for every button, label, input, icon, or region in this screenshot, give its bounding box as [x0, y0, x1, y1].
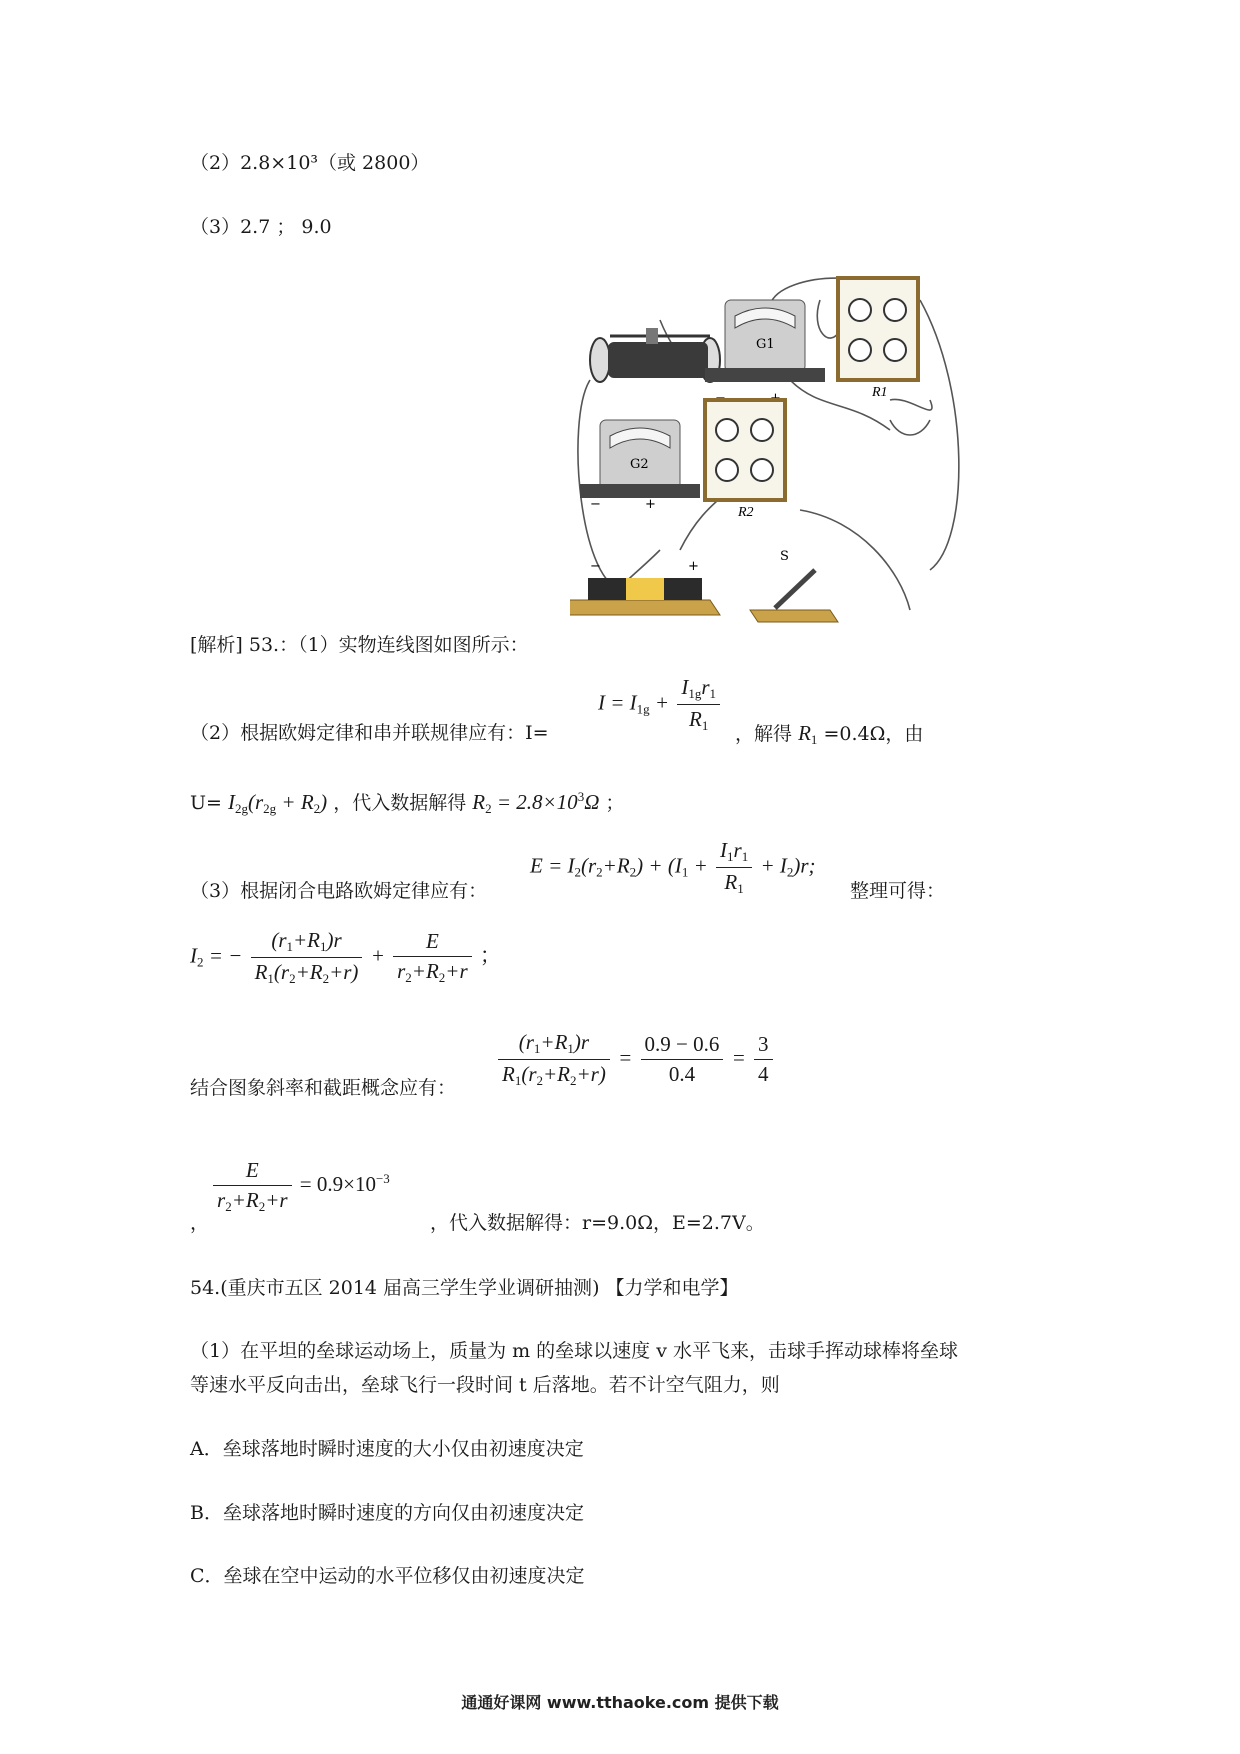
answer-2: （2）2.8×10³（或 2800）: [190, 152, 430, 174]
p3-prefix: U=: [190, 792, 222, 814]
battery-holder: [570, 559, 720, 615]
switch: [750, 549, 838, 622]
analysis-p7-prefix: ，: [190, 1212, 210, 1234]
analysis-p3: [190, 784, 624, 822]
question-stem-2: 等速水平反向击出，垒球飞行一段时间 t 后落地。若不计空气阻力，则: [190, 1374, 780, 1396]
option-b: B．垒球落地时瞬时速度的方向仅由初速度决定: [190, 1502, 584, 1524]
r1-symbol: $R_1$: [798, 721, 818, 747]
analysis-p2-tail: [735, 720, 923, 753]
eq-slope: $\frac{(r_1+R_1)r}{R_1(r_2+R_2+r)}$ = $\frac{0.9 - 0.6}{0.4}$ = $\frac{3}{4}$: [495, 1030, 776, 1089]
analysis-p7: ，代入数据解得：r=9.0Ω，E=2.7V。: [430, 1212, 765, 1234]
p3-mid: ，代入数据解得: [333, 792, 467, 814]
analysis-p1: [解析] 53.：（1）实物连线图如图所示：: [190, 634, 529, 656]
footer-watermark: 通通好课网 www.tthaoke.com 提供下载: [461, 1693, 779, 1712]
option-a: A．垒球落地时瞬时速度的大小仅由初速度决定: [190, 1438, 584, 1460]
analysis-p4: [190, 878, 487, 904]
p2-suffix: =0.4Ω，由: [823, 723, 924, 745]
r2-label: R2: [738, 505, 754, 520]
eq-voltage-u: $I_{2g}(r_{2g} + R_2)$: [227, 790, 328, 816]
question-title: 54.(重庆市五区 2014 届高三学生学业调研抽测) 【力学和电学】: [190, 1277, 739, 1299]
rheostat: [590, 328, 720, 382]
analysis-p4-tail: 整理可得：: [850, 880, 946, 902]
p3-suffix: ；: [605, 792, 625, 814]
g1-label: G1: [756, 337, 775, 352]
g2-label: G2: [630, 457, 649, 472]
eq-i2: $I_2$ = − $\frac{(r_1+R_1)r}{R_1(r_2+R_2+r)}$ + $\frac{E}{r_2+R_2+r}$ ；: [190, 928, 501, 986]
answer-3: （3）2.7 ； 9.0: [190, 216, 332, 238]
analysis-p2: [190, 720, 549, 746]
option-c: C．垒球在空中运动的水平位移仅由初速度决定: [190, 1565, 585, 1587]
circuit-diagram: [570, 270, 990, 650]
p2-prefix: （2）根据欧姆定律和串并联规律应有：I=: [190, 722, 549, 744]
p4-prefix: （3）根据闭合电路欧姆定律应有：: [190, 880, 488, 902]
p2-mid: ，解得: [735, 723, 793, 745]
g2-minus: −: [590, 497, 601, 512]
eq-r2-value: $R_2 = 2.8\times 10^3\Omega$: [472, 789, 600, 816]
question-stem-1: （1）在平坦的垒球运动场上，质量为 m 的垒球以速度 v 水平飞来，击球手挥动球棒将垒球: [190, 1340, 958, 1362]
eq-current-i: $I = I_{1g}$ + $\frac{I_{1g}r_1}{R_1}$: [598, 675, 723, 734]
switch-label: S: [780, 549, 789, 564]
analysis-p6: 结合图象斜率和截距概念应有：: [190, 1077, 457, 1099]
eq-emf: $E = I_2(r_2+R_2) + (I_1$ + $\frac{I_1r_1}{R_1}$ + $I_2)r$;: [530, 838, 816, 896]
battery-minus: −: [590, 559, 601, 574]
g2-plus: +: [645, 497, 656, 512]
eq-intercept: $\frac{E}{r_2+R_2+r}$ = $0.9\times 10^{-3}$: [210, 1158, 390, 1215]
battery-plus: +: [688, 559, 699, 574]
resistance-box-r2: [705, 400, 785, 520]
r1-label: R1: [872, 385, 888, 400]
p5-suffix: ；: [479, 943, 501, 968]
galvanometer-g2: [580, 420, 700, 512]
resistance-box-r1: [838, 278, 918, 400]
galvanometer-g1: [705, 300, 825, 406]
